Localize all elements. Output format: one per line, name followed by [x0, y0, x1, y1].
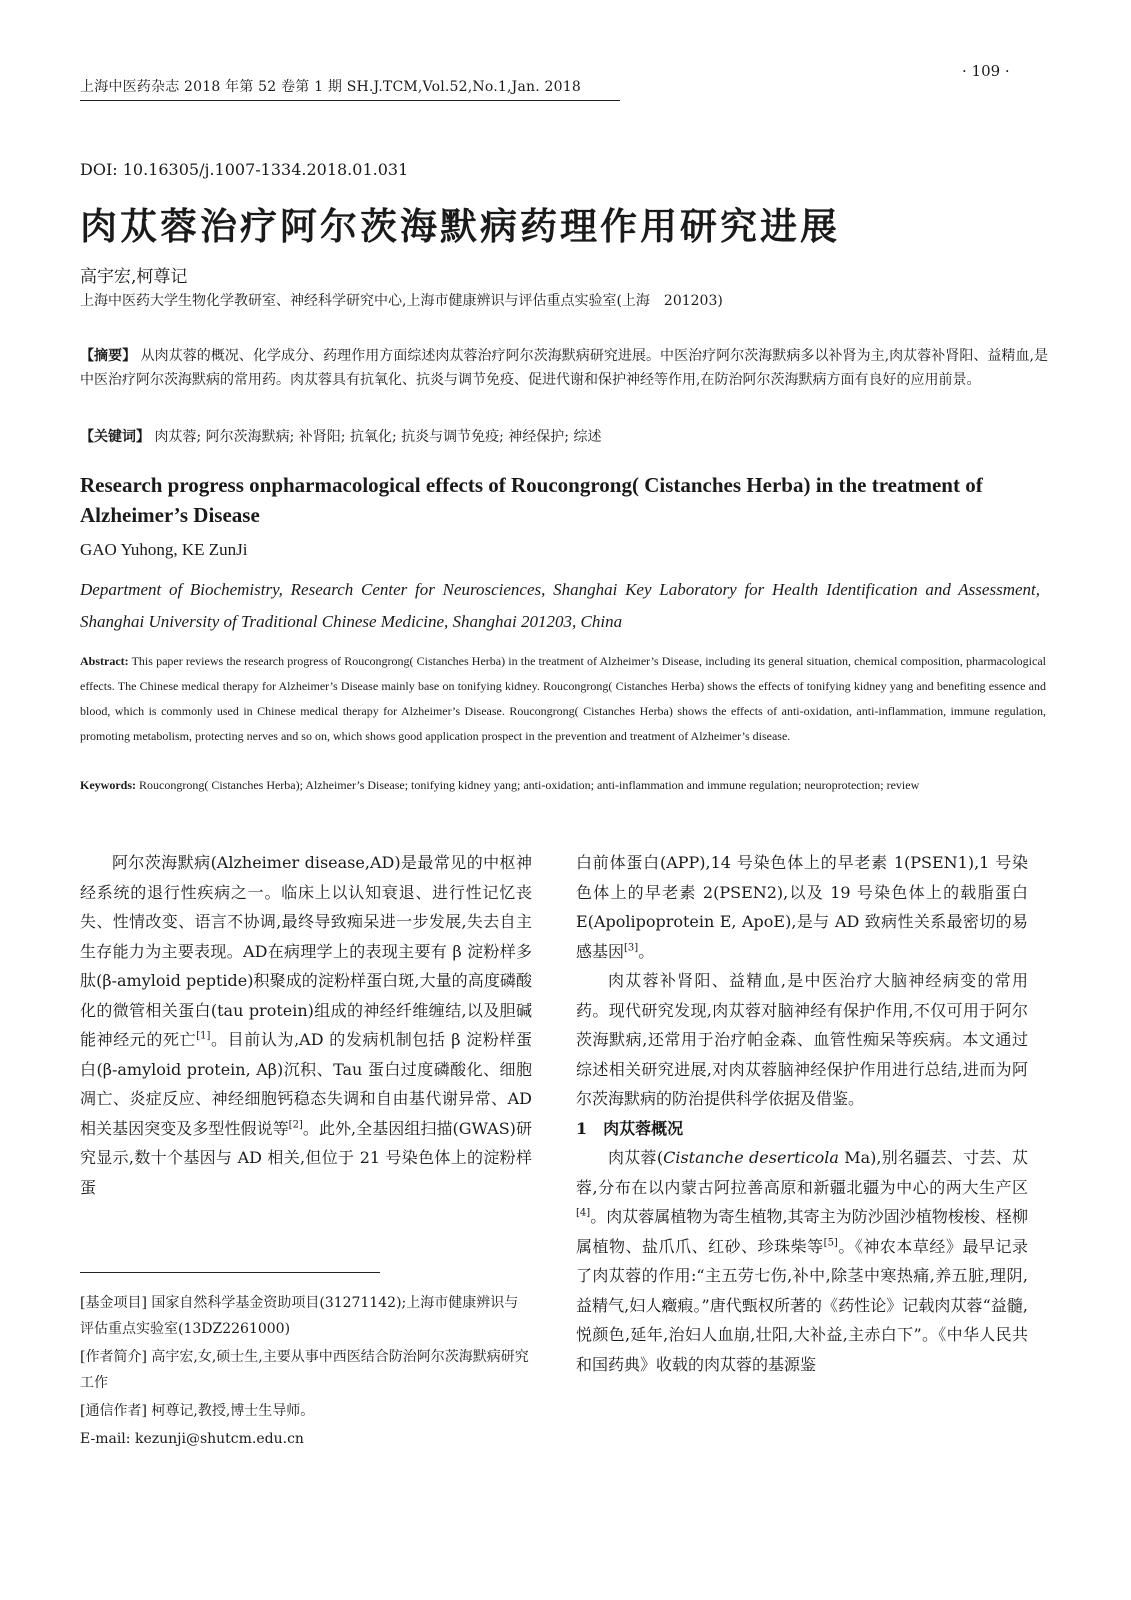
body-text: 。肉苁蓉属植物为寄生植物,其寄主为防沙固沙植物梭梭、柽柳属植物、盐爪爪、红砂、珍珠柴等	[576, 1207, 1028, 1256]
paper-title-en: Research progress onpharmacological effects of Roucongrong( Cistanches Herba) in the treatment of Alzheimer’s Disease	[80, 473, 983, 527]
body-text: 白前体蛋白(APP),14 号染色体上的早老素 1(PSEN1),1 号染色体上的早老素 2(PSEN2),以及 19 号染色体上的载脂蛋白 E(Apolipoprotein E, ApoE),是与 AD 致病性关系最密切的易感基因	[576, 853, 1028, 961]
citation-ref[interactable]: [2]	[288, 1119, 303, 1131]
body-text: 。此外,全基因组扫描(GWAS)研究显示,数十个基因与 AD 相关,但位于 21 号染色体上的淀粉样蛋	[80, 1118, 532, 1197]
body-paragraph	[576, 848, 1028, 966]
footnote-correspondence: [通信作者] 柯尊记,教授,博士生导师。	[80, 1403, 315, 1419]
authors-en: GAO Yuhong, KE ZunJi	[80, 540, 248, 559]
authors-zh: 高宇宏,柯尊记	[80, 267, 188, 287]
doi: DOI: 10.16305/j.1007-1334.2018.01.031	[80, 160, 409, 179]
keywords-en-label: Keywords:	[80, 778, 136, 792]
keywords-en-text: Roucongrong( Cistanches Herba); Alzheimer’s Disease; tonifying kidney yang; anti-oxidation; anti-inflammation and immune regulation; neuroprotection; review	[136, 778, 920, 792]
keywords-en	[80, 773, 1046, 798]
affiliation-en: Department of Biochemistry, Research Center for Neurosciences, Shanghai Key Laboratory for Health Identification and Assessment, Shanghai University of Traditional Chinese Medicine, Shanghai 201203, China	[80, 580, 1040, 631]
body-text: 。	[638, 941, 655, 961]
abstract-zh-text: 从肉苁蓉的概况、化学成分、药理作用方面综述肉苁蓉治疗阿尔茨海默病研究进展。中医治疗阿尔茨海默病多以补肾为主,肉苁蓉补肾阳、益精血,是中医治疗阿尔茨海默病的常用药。肉苁蓉具有抗氧化、抗炎与调节免疫、促进代谢和保护神经等作用,在防治阿尔茨海默病方面有良好的应用前景。	[80, 348, 1048, 388]
body-text: 。目前认为,AD 的发病机制包括 β 淀粉样蛋白(β-amyloid protein, Aβ)沉积、Tau 蛋白过度磷酸化、细胞凋亡、炎症反应、神经细胞钙稳态失调和自由基代谢异常、AD 相关基因突变及多型性假说等	[80, 1030, 532, 1138]
abstract-zh	[80, 344, 1048, 392]
footnote-email[interactable]: E-mail: kezunji@shutcm.edu.cn	[80, 1431, 304, 1447]
citation-ref[interactable]: [5]	[823, 1237, 838, 1249]
latin-name: Cistanche deserticola	[663, 1148, 839, 1167]
journal-header: 上海中医药杂志 2018 年第 52 卷第 1 期 SH.J.TCM,Vol.52,No.1,Jan. 2018	[80, 79, 581, 95]
footnote-fund: [基金项目] 国家自然科学基金资助项目(31271142);上海市健康辨识与评估重点实验室(13DZ2261000)	[80, 1295, 519, 1337]
paper-title-zh: 肉苁蓉治疗阿尔茨海默病药理作用研究进展	[80, 204, 840, 248]
abstract-zh-label: 【摘要】	[80, 348, 137, 364]
body-column-left	[80, 848, 532, 1202]
abstract-en	[80, 649, 1046, 749]
citation-ref[interactable]: [4]	[576, 1207, 591, 1219]
body-paragraph	[80, 848, 532, 1202]
footnotes	[80, 1290, 532, 1454]
abstract-en-label: Abstract:	[80, 654, 129, 668]
affiliation-zh: 上海中医药大学生物化学教研室、神经科学研究中心,上海市健康辨识与评估重点实验室(上海 201203)	[80, 293, 723, 309]
abstract-en-text: This paper reviews the research progress of Roucongrong( Cistanches Herba) in the treatment of Alzheimer’s Disease, including its general situation, chemical composition, pharmacological effects. The Chinese medical therapy for Alzheimer’s Disease mainly base on tonifying kidney. Roucongrong( Cistanches Herba) shows the effects of tonifying kidney yang and benefiting essence and blood, which is commonly used in Chinese medical therapy for Alzheimer’s Disease. Roucongrong( Cistanches Herba) shows the effects of anti-oxidation, anti-inflammation, immune regulation, promoting metabolism, protecting nerves and so on, which shows good application prospect in the prevention and treatment of Alzheimer’s disease.	[80, 654, 1046, 743]
keywords-zh	[80, 425, 1048, 449]
section-heading: 1 肉苁蓉概况	[576, 1118, 684, 1138]
body-text: 阿尔茨海默病(Alzheimer disease,AD)是最常见的中枢神经系统的退行性疾病之一。临床上以认知衰退、进行性记忆丧失、性情改变、语言不协调,最终导致痴呆进一步发展,失去自主生存能力为主要表现。AD在病理学上的表现主要有 β 淀粉样多肽(β-amyloid peptide)积聚成的淀粉样蛋白斑,大量的高度磷酸化的微管相关蛋白(tau protein)组成的神经纤维缠结,以及胆碱能神经元的死亡	[80, 853, 532, 1049]
footnote-author-bio: [作者简介] 高宇宏,女,硕士生,主要从事中西医结合防治阿尔茨海默病研究工作	[80, 1349, 529, 1391]
keywords-zh-label: 【关键词】	[80, 429, 150, 445]
body-paragraph	[576, 1143, 1028, 1379]
body-text: 肉苁蓉(	[608, 1148, 664, 1167]
page-number: · 109 ·	[962, 62, 1010, 80]
body-column-right	[576, 848, 1028, 1379]
citation-ref[interactable]: [3]	[624, 942, 639, 954]
citation-ref[interactable]: [1]	[196, 1030, 211, 1042]
header-rule	[80, 100, 620, 101]
body-text: 。《神农本草经》最早记录了肉苁蓉的作用:“主五劳七伤,补中,除茎中寒热痛,养五脏,理阴,益精气,妇人癥瘕。”唐代甄权所著的《药性论》记载肉苁蓉“益髓,悦颜色,延年,治妇人血崩,壮阳,大补益,主赤白下”。《中华人民共和国药典》收载的肉苁蓉的基源鉴	[576, 1236, 1028, 1374]
body-paragraph: 肉苁蓉补肾阳、益精血,是中医治疗大脑神经病变的常用药。现代研究发现,肉苁蓉对脑神经有保护作用,不仅可用于阿尔茨海默病,还常用于治疗帕金森、血管性痴呆等疾病。本文通过综述相关研究进展,对肉苁蓉脑神经保护作用进行总结,进而为阿尔茨海默病的防治提供科学依据及借鉴。	[576, 971, 1028, 1108]
body-text: Ma),别名疆芸、寸芸、苁蓉,分布在以内蒙古阿拉善高原和新疆北疆为中心的两大生产区	[576, 1148, 1029, 1197]
footnote-rule	[80, 1272, 380, 1273]
keywords-zh-text: 肉苁蓉; 阿尔茨海默病; 补肾阳; 抗氧化; 抗炎与调节免疫; 神经保护; 综述	[150, 429, 602, 445]
